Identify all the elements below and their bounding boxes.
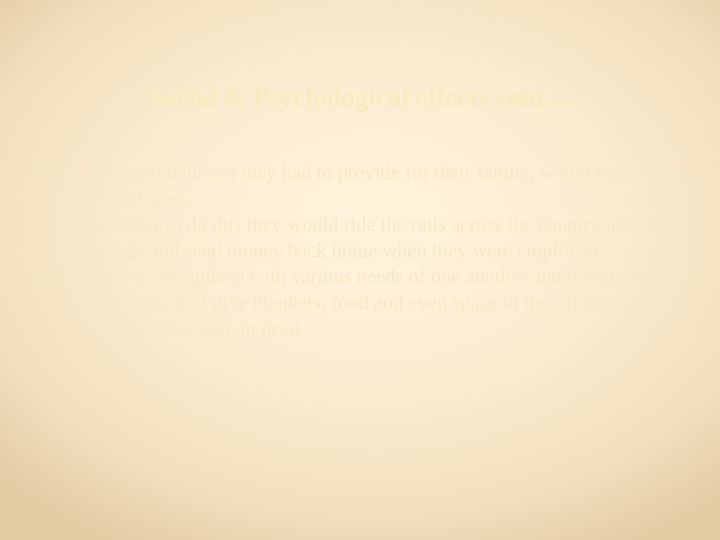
slide-content [30,160,690,342]
bullet-icon: • [30,165,36,181]
bullet-item [30,264,690,290]
bullet-icon: • [30,269,36,285]
sub-paragraph: -In order to do this they would ride the rails across the country in search of jobs and send money back home when they were employed. [88,214,679,262]
bullet-text: Society recognized with various needs of one another and tried to help. [88,266,671,288]
sub-paragraph: -People would give blankets, food and even space in their home for families that were in need. [88,292,642,340]
bullet-text: Men that believed they had to provide for their family, would leave home to find work. [88,162,690,210]
bullet-item [30,160,690,212]
slide-title: Social & Psychological effects cont… [147,82,573,112]
